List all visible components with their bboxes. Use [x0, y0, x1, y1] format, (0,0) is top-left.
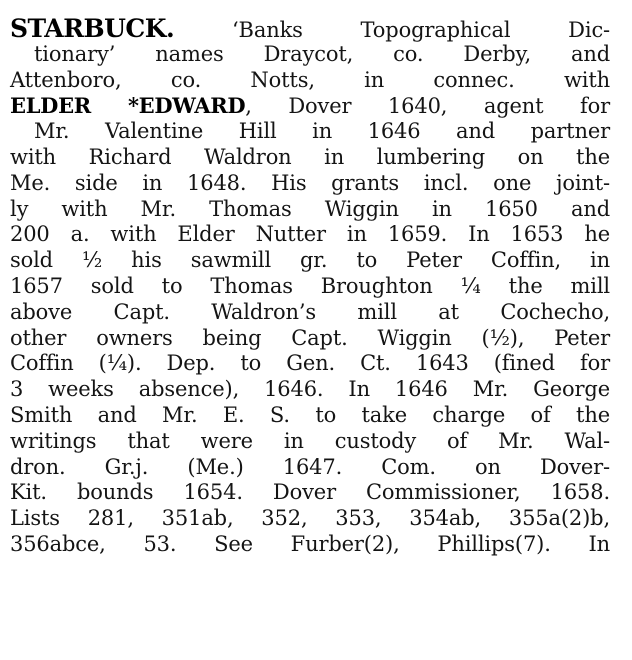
entry-headword: STARBUCK.	[10, 14, 175, 43]
entry-line-18: dron. Gr.j. (Me.) 1647. Com. on Dover-	[10, 454, 610, 479]
entry-line-2: tionary’ names Draycot, co. Derby, and	[34, 41, 610, 66]
entry-line-15: 3 weeks absence), 1646. In 1646 Mr. George	[10, 377, 610, 402]
entry-line-11: 1657 sold to Thomas Broughton ¼ the mill	[10, 273, 610, 298]
entry-line-13: other owners being Capt. Wiggin (½), Peter	[10, 325, 610, 350]
entry-line-21: 356abce, 53. See Furber(2), Phillips(7). In	[10, 531, 610, 556]
entry-line-9: 200 a. with Elder Nutter in 1659. In 1653 he	[10, 222, 610, 247]
entry-text: , Dover 1640, agent for	[245, 94, 610, 119]
entry-line-6: with Richard Waldron in lumbering on the	[10, 144, 610, 169]
entry-line-19: Kit. bounds 1654. Dover Commissioner, 1658.	[10, 480, 610, 505]
entry-line-10: sold ½ his sawmill gr. to Peter Coffin, in	[10, 248, 610, 273]
entry-line-17: writings that were in custody of Mr. Wal-	[10, 428, 610, 453]
genealogy-entry	[10, 16, 610, 558]
entry-line-8: ly with Mr. Thomas Wiggin in 1650 and	[10, 196, 610, 221]
entry-text: ‘Banks Topographical Dic-	[174, 18, 610, 42]
entry-line-5: Mr. Valentine Hill in 1646 and partner	[34, 119, 610, 144]
entry-line-20: Lists 281, 351ab, 352, 353, 354ab, 355a(2)b,	[10, 506, 610, 531]
entry-line-3: Attenboro, co. Notts, in connec. with	[10, 67, 610, 92]
entry-line-16: Smith and Mr. E. S. to take charge of the	[10, 402, 610, 427]
entry-line-12: above Capt. Waldron’s mill at Cochecho,	[10, 299, 610, 324]
entry-line-4	[10, 93, 610, 119]
entry-line-1	[10, 16, 610, 42]
entry-line-7: Me. side in 1648. His grants incl. one joint-	[10, 170, 610, 195]
entry-line-14: Coffin (¼). Dep. to Gen. Ct. 1643 (fined for	[10, 351, 610, 376]
entry-subhead: ELDER *EDWARD	[10, 93, 246, 119]
